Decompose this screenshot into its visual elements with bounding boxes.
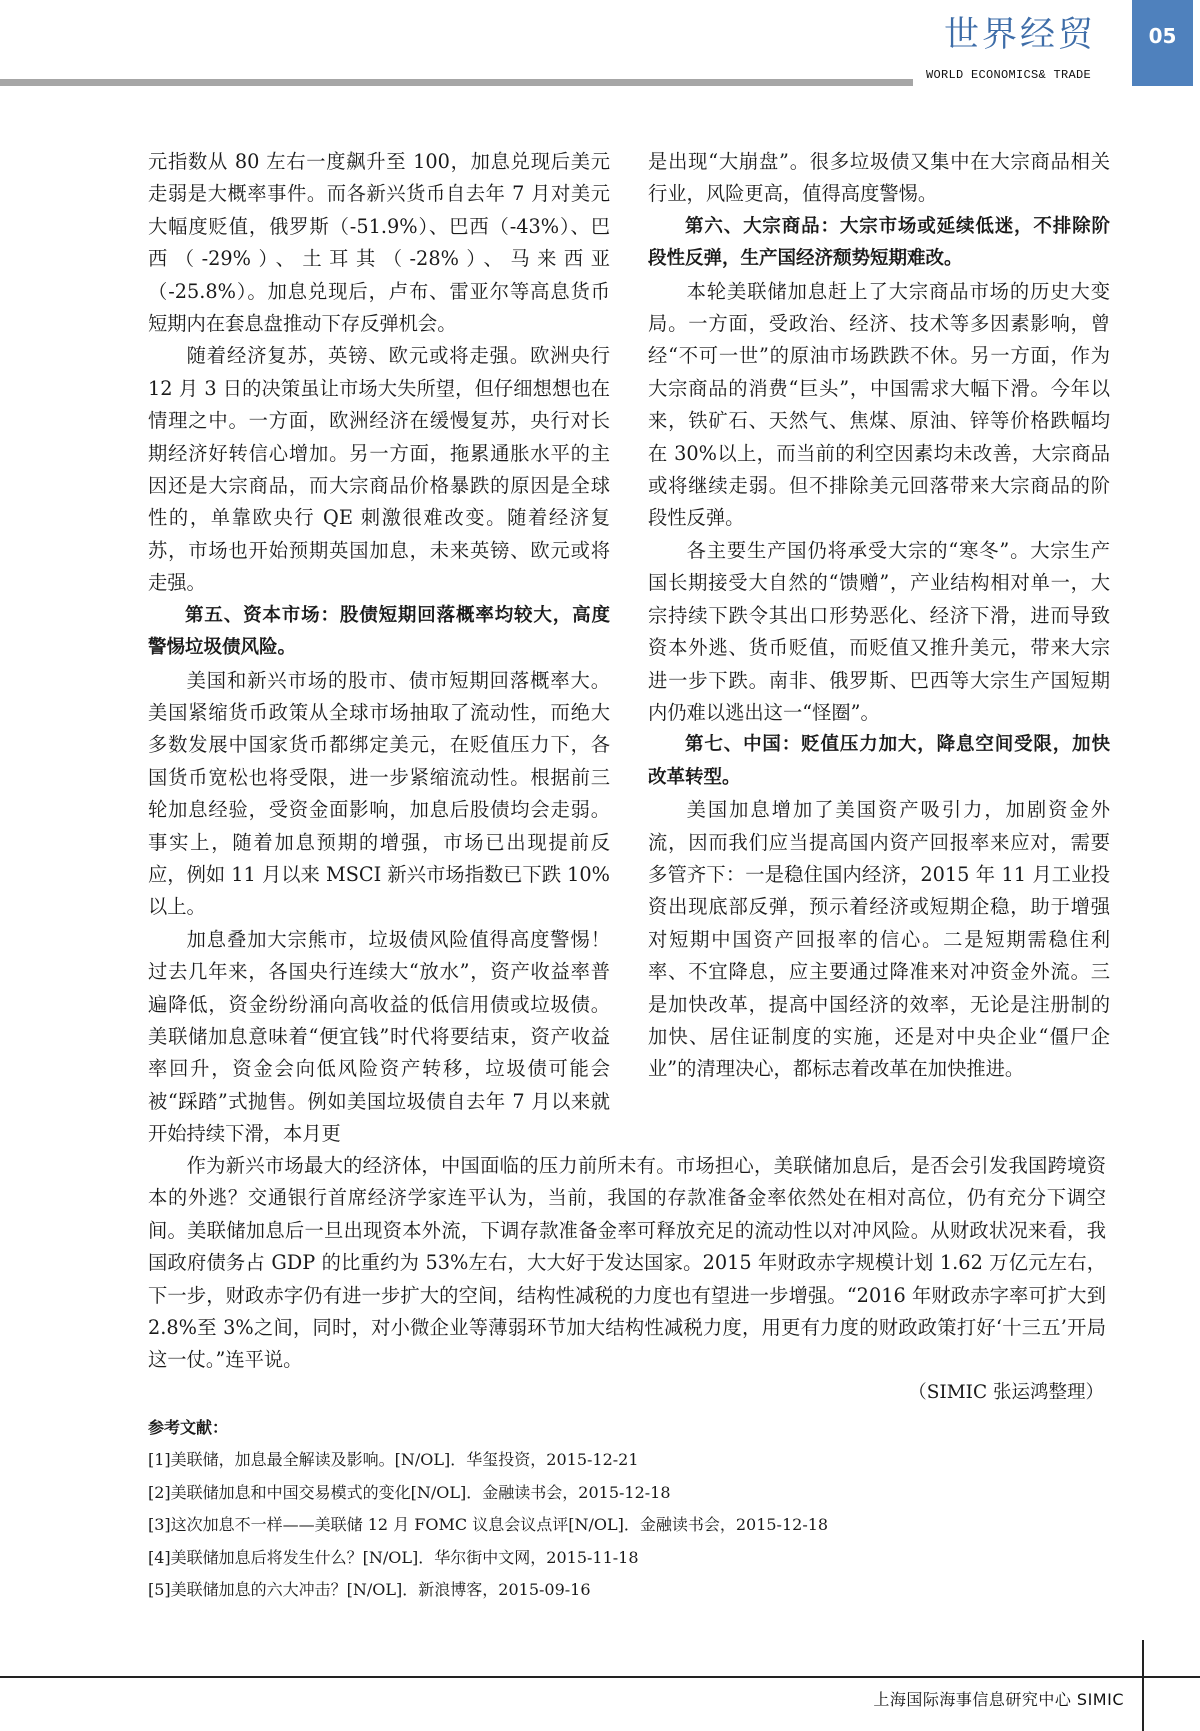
page-number-badge [1132,0,1193,86]
paragraph: 是出现“大崩盘”。很多垃圾债又集中在大宗商品相关行业，风险更高，值得高度警惕。 [648,150,1110,206]
reference-item: [1]美联储，加息最全解读及影响。[N/OL]．华玺投资，2015-12-21 [148,1450,639,1470]
left-column [148,146,610,1151]
footer-vertical-rule [1142,1640,1144,1731]
section-heading: 第七、中国：贬值压力加大，降息空间受限，加快改革转型。 [648,734,1110,788]
author-credit: （SIMIC 张运鸿整理） [908,1382,1104,1403]
journal-title: 世界经贸 [944,15,1097,55]
paragraph: 各主要生产国仍将承受大宗的“寒冬”。大宗生产国长期接受大自然的“馈赠”，产业结构相对单一，大宗持续下跌令其出口形势恶化、经济下滑，进而导致资本外逃、货币贬值，而贬值又推升美元，带来大宗进一步下跌。南非、俄罗斯、巴西等大宗生产国短期内仍难以逃出这一“怪圈”。 [648,538,1110,724]
paragraph: 本轮美联储加息赶上了大宗商品市场的历史大变局。一方面，受政治、经济、技术等多因素影响，曾经“不可一世”的原油市场跌跌不休。另一方面，作为大宗商品的消费“巨头”，中国需求大幅下滑。今年以来，铁矿石、天然气、焦煤、原油、锌等价格跌幅均在 30%以上，而当前的利空因素均未改善，大宗商品或将继续走弱。但不排除美元回落带来大宗商品的阶段性反弹。 [648,279,1110,530]
references [148,1412,828,1606]
right-column [648,146,1110,1086]
page-number: 05 [1148,24,1177,48]
full-width-section [148,1150,1106,1377]
section-heading: 第六、大宗商品：大宗市场或延续低迷，不排除阶段性反弹，生产国经济颓势短期难改。 [648,215,1110,270]
footer-publisher: 上海国际海事信息研究中心 SIMIC [873,1690,1124,1709]
paragraph: 加息叠加大宗熊市，垃圾债风险值得高度警惕！过去几年来，各国央行连续大“放水”，资产收益率普遍降低，资金纷纷涌向高收益的低信用债或垃圾债。美联储加息意味着“便宜钱”时代将要结束，资产收益率回升，资金会向低风险资产转移，垃圾债可能会被“踩踏”式抛售。例如美国垃圾债自去年 7 月以来就开始持续下滑，本月更 [148,927,610,1146]
reference-item: [2]美联储加息和中国交易模式的变化[N/OL]．金融读书会，2015-12-18 [148,1482,671,1502]
paragraph: 美国和新兴市场的股市、债市短期回落概率大。美国紧缩货币政策从全球市场抽取了流动性，而绝大多数发展中国家货币都绑定美元，在贬值压力下，各国货币宽松也将受限，进一步紧缩流动性。根据前三轮加息经验，受资金面影响，加息后股债均会走弱。事实上，随着加息预期的增强，市场已出现提前反应，例如 11 月以来 MSCI 新兴市场指数已下跌 10%以上。 [148,668,610,919]
paragraph: 作为新兴市场最大的经济体，中国面临的压力前所未有。市场担心，美联储加息后，是否会引发我国跨境资本的外逃？交通银行首席经济学家连平认为，当前，我国的存款准备金率依然处在相对高位，仍有充分下调空间。美联储加息后一旦出现资本外流，下调存款准备金率可释放充足的流动性以对冲风险。从财政状况来看，我国政府债务占 GDP 的比重约为 53%左右，大大好于发达国家。2015 年财政赤字规模计划 1.62 万亿元左右，下一步，财政赤字仍有进一步扩大的空间，结构性减税的力度也有望进一步增强。“2016 年财政赤字率可扩大到 2.8%至 3%之间，同时，对小微企业等薄弱环节加大结构性减税力度，用更有力度的财政政策打好‘十三五’开局这一仗。”连平说。 [148,1154,1106,1372]
footer-divider [0,1676,1200,1678]
references-title: 参考文献： [148,1418,229,1437]
reference-item: [5]美联储加息的六大冲击？[N/OL]．新浪博客，2015-09-16 [148,1580,591,1600]
journal-subtitle: WORLD ECONOMICS& TRADE [926,68,1092,82]
reference-item: [3]这次加息不一样——美联储 12 月 FOMC 议息会议点评[N/OL]．金融读书会，2015-12-18 [148,1515,829,1535]
paragraph: 随着经济复苏，英镑、欧元或将走强。欧洲央行 12 月 3 日的决策虽让市场大失所望，但仔细想想也在情理之中。一方面，欧洲经济在缓慢复苏，央行对长期经济好转信心增加。另一方面，拖累通胀水平的主因还是大宗商品，而大宗商品价格暴跌的原因是全球性的，单靠欧央行 QE 刺激很难改变。随着经济复苏，市场也开始预期英国加息，未来英镑、欧元或将走强。 [148,344,610,595]
section-heading: 第五、资本市场：股债短期回落概率均较大，高度警惕垃圾债风险。 [148,604,610,659]
header-divider-bar [0,79,913,86]
paragraph: 元指数从 80 左右一度飙升至 100，加息兑现后美元走弱是大概率事件。而各新兴货币自去年 7 月对美元大幅度贬值，俄罗斯（-51.9%）、巴西（-43%）、巴西（-29%）、土耳其（-28%）、马来西亚（-25.8%）。加息兑现后，卢布、雷亚尔等高息货币短期内在套息盘推动下存反弹机会。 [148,150,610,336]
paragraph: 美国加息增加了美国资产吸引力，加剧资金外流，因而我们应当提高国内资产回报率来应对，需要多管齐下：一是稳住国内经济，2015 年 11 月工业投资出现底部反弹，预示着经济或短期企稳，助于增强对短期中国资产回报率的信心。二是短期需稳住利率、不宜降息，应主要通过降准来对冲资金外流。三是加快改革，提高中国经济的效率，无论是注册制的加快、居住证制度的实施，还是对中央企业“僵尸企业”的清理决心，都标志着改革在加快推进。 [648,798,1110,1081]
reference-item: [4]美联储加息后将发生什么？[N/OL]．华尔街中文网，2015-11-18 [148,1547,639,1567]
